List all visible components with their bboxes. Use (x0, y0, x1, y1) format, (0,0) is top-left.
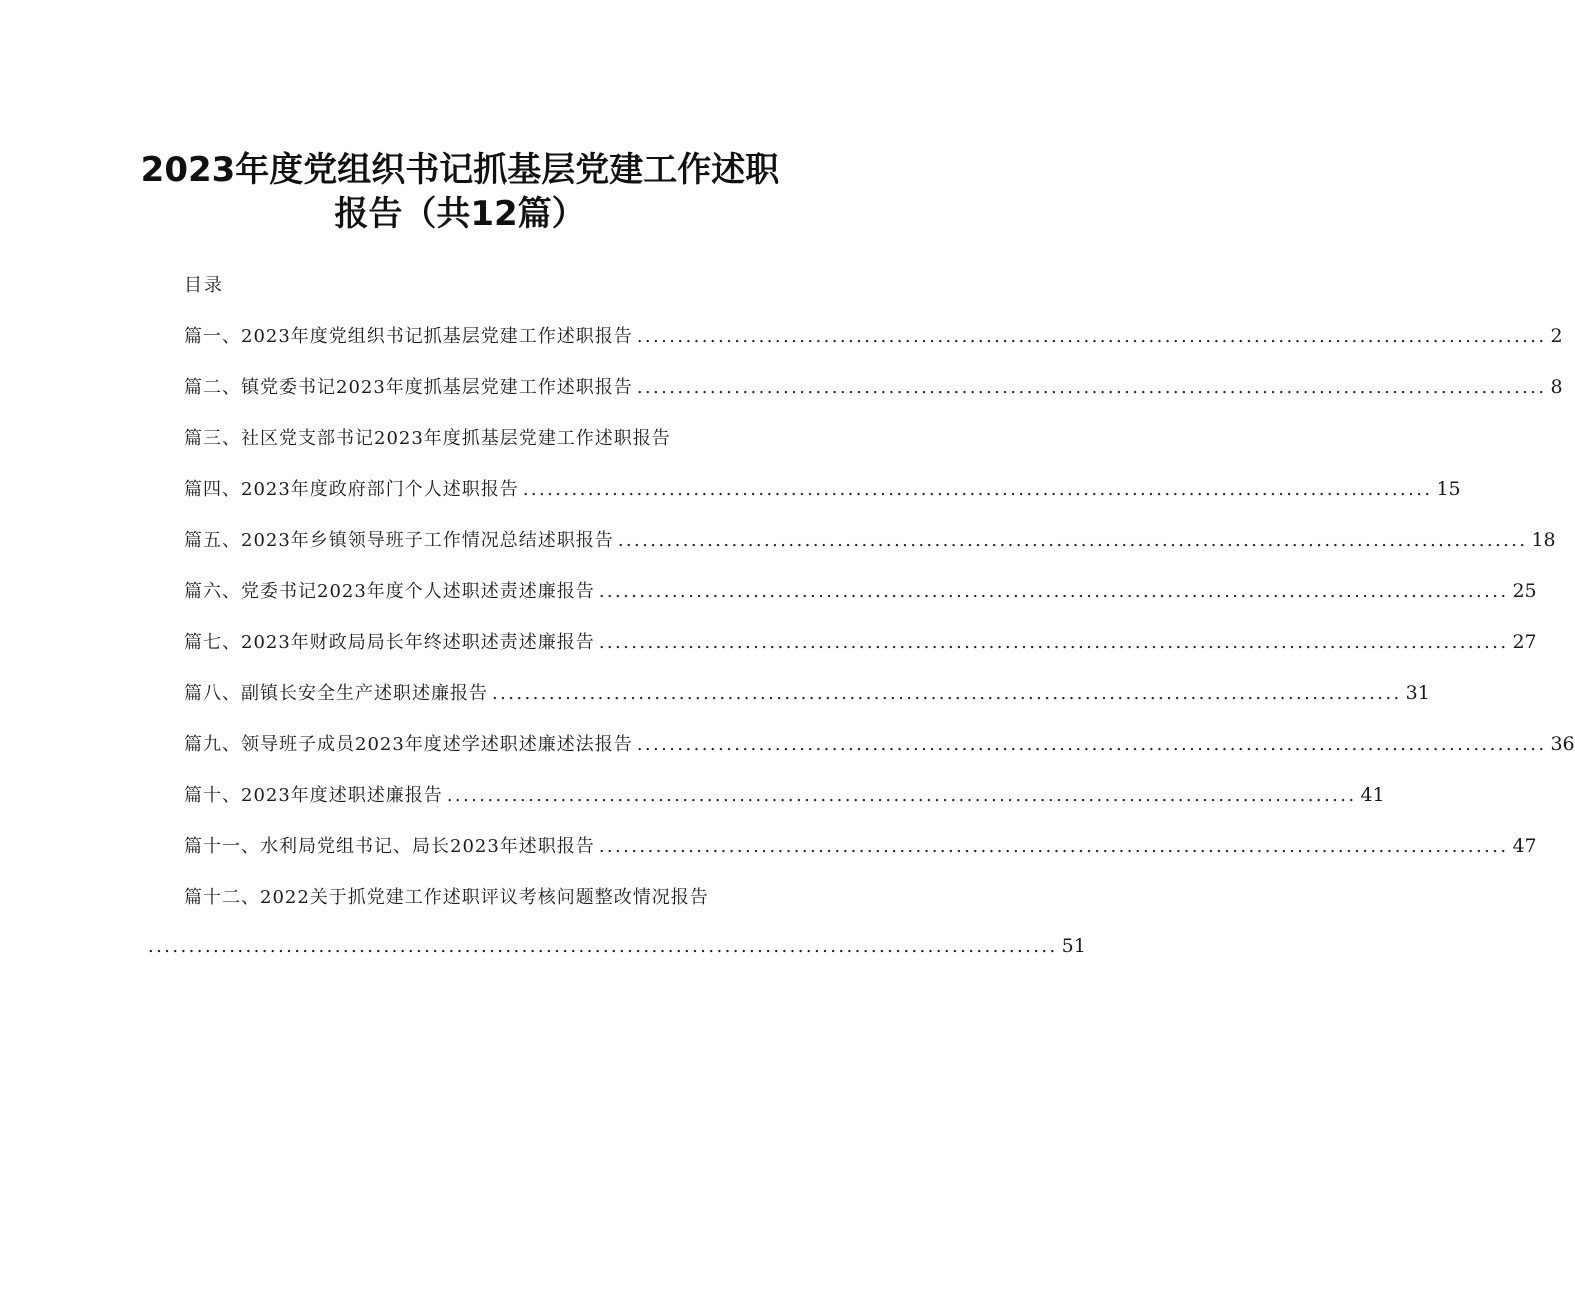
toc-dot-leader: ................................................................................................................ (492, 683, 1402, 704)
toc-dot-leader: ................................................................................................................ (636, 377, 1547, 398)
toc-page-number: 47 (1512, 835, 1537, 857)
toc-dot-leader: ................................................................................................................ (148, 936, 1058, 957)
toc-entry-title: 篇五、2023年乡镇领导班子工作情况总结述职报告 (184, 530, 614, 551)
toc-entry[interactable] (184, 730, 1575, 756)
toc-entry[interactable] (184, 679, 1430, 705)
toc-entry-title: 篇十二、2022关于抓党建工作述职评议考核问题整改情况报告 (184, 887, 709, 908)
toc-entry-title: 篇九、领导班子成员2023年度述学述职述廉述法报告 (184, 734, 633, 755)
toc-entry-title: 篇七、2023年财政局局长年终述职述责述廉报告 (184, 632, 595, 653)
toc-dot-leader: ................................................................................................................ (636, 734, 1547, 755)
toc-page-number: 31 (1405, 682, 1430, 704)
toc-entry-title: 篇六、党委书记2023年度个人述职述责述廉报告 (184, 581, 595, 602)
toc-entry[interactable] (184, 424, 776, 450)
toc-heading: 目录 (184, 275, 224, 296)
toc-page-number: 41 (1360, 784, 1385, 806)
toc-entry-title: 篇三、社区党支部书记2023年度抓基层党建工作述职报告 (184, 428, 671, 449)
toc-entry[interactable] (184, 781, 1385, 807)
document-title-line-1: 2023年度党组织书记抓基层党建工作述职 (140, 150, 780, 190)
toc-entry-title: 篇四、2023年度政府部门个人述职报告 (184, 479, 519, 500)
toc-page-number: 8 (1550, 376, 1563, 398)
toc-dot-leader: ................................................................................................................ (522, 479, 1433, 500)
toc-dot-leader: ................................................................................................................ (446, 785, 1357, 806)
toc-dot-leader: ................................................................................................................ (598, 632, 1509, 653)
toc-entry-title: 篇十一、水利局党组书记、局长2023年述职报告 (184, 836, 595, 857)
toc-page-number: 2 (1550, 325, 1563, 347)
toc-dot-leader: ................................................................................................................ (598, 581, 1509, 602)
toc-entry[interactable] (184, 526, 1556, 552)
toc-page-number: 36 (1550, 733, 1575, 755)
toc-entry[interactable] (184, 883, 776, 909)
toc-entry[interactable] (184, 475, 1461, 501)
toc-page-number: 18 (1531, 529, 1556, 551)
toc-entry[interactable] (184, 577, 1537, 603)
toc-dot-leader: ................................................................................................................ (617, 530, 1528, 551)
toc-dot-leader: ................................................................................................................ (598, 836, 1509, 857)
toc-page-number: 51 (1061, 935, 1086, 957)
toc-entry[interactable] (184, 628, 1537, 654)
toc-entry-title: 篇十、2023年度述职述廉报告 (184, 785, 443, 806)
toc-entry[interactable] (184, 373, 1563, 399)
toc-page-number: 15 (1436, 478, 1461, 500)
document-title-line-2: 报告（共12篇） (334, 194, 586, 234)
toc-page-number: 25 (1512, 580, 1537, 602)
toc-entry-title: 篇一、2023年度党组织书记抓基层党建工作述职报告 (184, 326, 633, 347)
toc-entry-title: 篇二、镇党委书记2023年度抓基层党建工作述职报告 (184, 377, 633, 398)
toc-entry[interactable] (184, 322, 1563, 348)
toc-dot-leader: ................................................................................................................ (636, 326, 1547, 347)
toc-entry-continuation (148, 935, 1086, 961)
toc-entry[interactable] (184, 832, 1537, 858)
toc-entry-title: 篇八、副镇长安全生产述职述廉报告 (184, 683, 488, 704)
toc-page-number: 27 (1512, 631, 1537, 653)
